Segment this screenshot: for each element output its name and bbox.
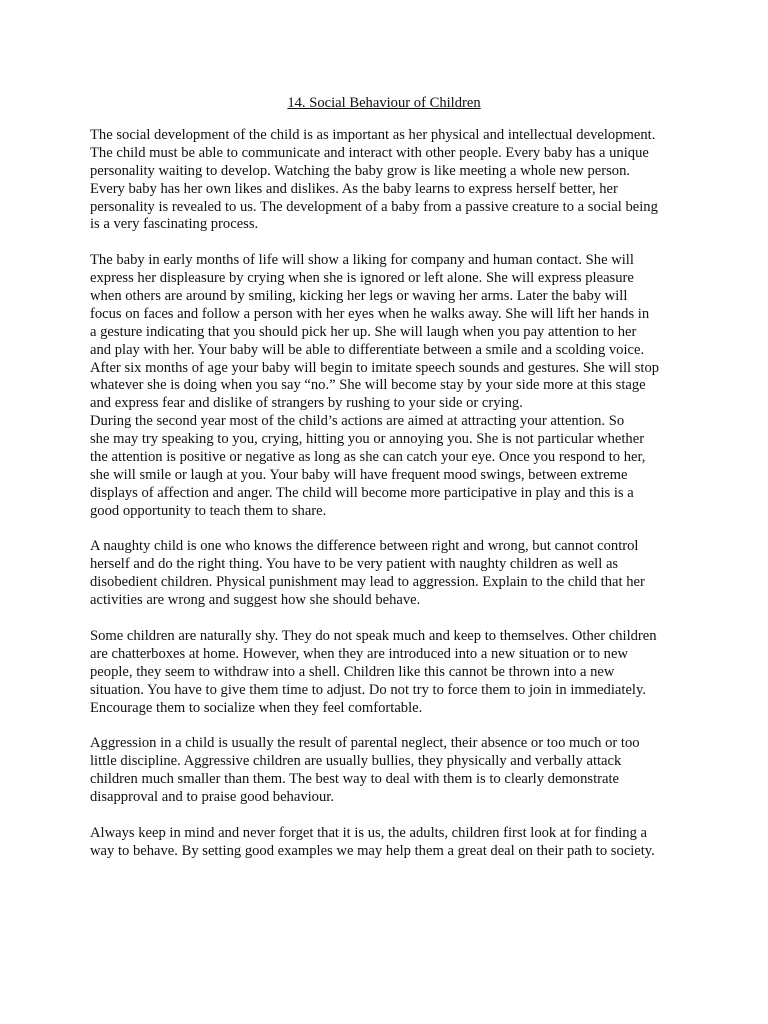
- paragraph-intro: [90, 127, 690, 234]
- paragraph-naughty-child: [90, 538, 690, 610]
- text-line: she will smile or laugh at you. Your baby will have frequent mood swings, between extreme: [90, 466, 628, 483]
- text-line: a gesture indicating that you should pick her up. She will laugh when you pay attention to her: [90, 323, 637, 340]
- text-line: personality waiting to develop. Watching the baby grow is like meeting a whole new person.: [90, 162, 631, 179]
- text-line: The social development of the child is as important as her physical and intellectual development.: [90, 127, 656, 143]
- text-line: are chatterboxes at home. However, when they are introduced into a new situation or to new: [90, 645, 628, 662]
- text-line: activities are wrong and suggest how she should behave.: [90, 592, 421, 609]
- text-line: express her displeasure by crying when she is ignored or left alone. She will express pleasure: [90, 270, 634, 287]
- text-line: whatever she is doing when you say “no.” She will become stay by your side more at this stage: [90, 377, 646, 394]
- text-line: Encourage them to socialize when they feel comfortable.: [90, 699, 423, 716]
- text-line: little discipline. Aggressive children are usually bullies, they physically and verbally attack: [90, 753, 622, 770]
- text-line: is a very fascinating process.: [90, 216, 259, 233]
- text-line: disobedient children. Physical punishment may lead to aggression. Explain to the child that her: [90, 574, 645, 591]
- document-body: [90, 127, 690, 861]
- text-line: Every baby has her own likes and dislikes. As the baby learns to express herself better, her: [90, 180, 618, 197]
- text-line: and express fear and dislike of strangers by rushing to your side or crying.: [90, 395, 523, 412]
- text-line: After six months of age your baby will begin to imitate speech sounds and gestures. She will stop: [90, 359, 660, 376]
- paragraph-aggression: [90, 735, 690, 807]
- text-line: The child must be able to communicate and interact with other people. Every baby has a unique: [90, 144, 649, 161]
- paragraph-gap: [90, 807, 690, 825]
- text-line: disapproval and to praise good behaviour.: [90, 788, 334, 805]
- text-line: The baby in early months of life will show a liking for company and human contact. She will: [90, 252, 634, 269]
- document-title: 14. Social Behaviour of Children: [287, 95, 481, 111]
- text-line: the attention is positive or negative as long as she can catch your eye. Once you respond to her,: [90, 449, 646, 466]
- paragraph-early-months: [90, 252, 690, 520]
- paragraph-gap: [90, 610, 690, 628]
- text-line: displays of affection and anger. The child will become more participative in play and this is a: [90, 484, 634, 501]
- text-line: people, they seem to withdraw into a shell. Children like this cannot be thrown into a new: [90, 663, 615, 680]
- paragraph-shy-children: [90, 628, 690, 717]
- text-line: A naughty child is one who knows the difference between right and wrong, but cannot control: [90, 538, 639, 555]
- text-line: herself and do the right thing. You have to be very patient with naughty children as well as: [90, 556, 619, 573]
- text-line: children much smaller than them. The best way to deal with them is to clearly demonstrate: [90, 771, 620, 788]
- text-line: personality is revealed to us. The development of a baby from a passive creature to a social being: [90, 198, 658, 215]
- paragraph-gap: [90, 521, 690, 539]
- paragraph-gap: [90, 717, 690, 735]
- text-line: way to behave. By setting good examples we may help them a great deal on their path to society.: [90, 842, 655, 859]
- text-line: focus on faces and follow a person with her eyes when he walks away. She will lift her hands in: [90, 305, 650, 322]
- text-line: good opportunity to teach them to share.: [90, 502, 327, 519]
- text-line: During the second year most of the child’s actions are aimed at attracting your attention. So: [90, 413, 625, 430]
- text-line: Always keep in mind and never forget that it is us, the adults, children first look at for finding a: [90, 824, 648, 841]
- text-line: Aggression in a child is usually the result of parental neglect, their absence or too much or too: [90, 735, 640, 752]
- text-line: Some children are naturally shy. They do not speak much and keep to themselves. Other children: [90, 627, 657, 644]
- text-line: situation. You have to give them time to adjust. Do not try to force them to join in immediately.: [90, 681, 646, 698]
- text-line: and play with her. Your baby will be able to differentiate between a smile and a scolding voice.: [90, 341, 645, 358]
- paragraph-gap: [90, 234, 690, 252]
- text-line: when others are around by smiling, kicking her legs or waving her arms. Later the baby will: [90, 288, 628, 305]
- text-line: she may try speaking to you, crying, hitting you or annoying you. She is not particular whether: [90, 431, 645, 448]
- paragraph-conclusion: [90, 825, 690, 861]
